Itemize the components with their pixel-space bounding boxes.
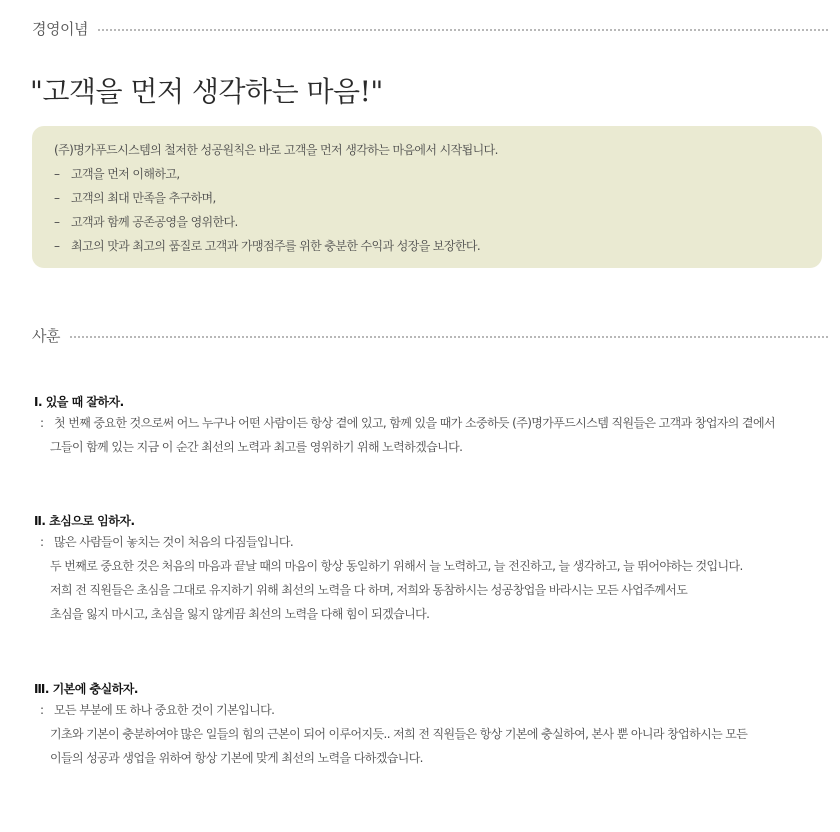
philosophy-item-text: 고객을 먼저 이해하고, [71,167,180,181]
philosophy-item-text: 고객의 최대 만족을 추구하며, [71,191,216,205]
motto-line: 초심을 잃지 마시고, 초심을 잃지 않게끔 최선의 노력을 다해 힘이 되겠습니다. [50,607,430,621]
philosophy-item [54,210,802,234]
colon-marker: : [40,703,44,717]
philosophy-item [54,186,802,210]
motto-title: Ⅲ. 기본에 충실하자. [34,682,138,696]
motto-section-header [32,325,828,346]
philosophy-box [32,126,822,268]
motto-line [34,698,824,722]
dash-bullet: – [54,167,60,181]
dash-bullet: – [54,191,60,205]
motto-line: 두 번째로 중요한 것은 처음의 마음과 끝날 때의 마음이 항상 동일하기 위해서 늘 노력하고, 늘 전진하고, 늘 생각하고, 늘 뛰어야하는 것입니다. [50,559,743,573]
motto-line [34,411,824,435]
motto-title: Ⅱ. 초심으로 임하자. [34,514,135,528]
philosophy-item [54,162,802,186]
motto-line-text: 모든 부분에 또 하나 중요한 것이 기본입니다. [54,703,275,717]
motto-line: 이들의 성공과 생업을 위하여 항상 기본에 맞게 최선의 노력을 다하겠습니다. [50,751,423,765]
colon-marker: : [40,416,44,430]
motto-block [34,393,824,459]
motto-block [34,512,824,626]
motto-line-text: 첫 번째 중요한 것으로써 어느 누구나 어떤 사람이든 항상 곁에 있고, 함께 있을 때가 소중하듯 (주)명가푸드시스템 직원들은 고객과 창업자의 곁에서 [54,416,775,430]
dash-bullet: – [54,239,60,253]
dash-bullet: – [54,215,60,229]
philosophy-item-text: 최고의 맛과 최고의 품질로 고객과 가맹점주를 위한 충분한 수익과 성장을 보장한다. [71,239,481,253]
motto-line: 저희 전 직원들은 초심을 그대로 유지하기 위해 최선의 노력을 다 하며, 저희와 동참하시는 성공창업을 바라시는 모든 사업주께서도 [50,583,688,597]
philosophy-item [54,234,802,258]
motto-block [34,680,824,770]
motto-heading: 사훈 [32,327,60,345]
philosophy-heading: 경영이념 [32,20,88,38]
motto-line [34,530,824,554]
philosophy-intro: (주)명가푸드시스템의 철저한 성공원칙은 바로 고객을 먼저 생각하는 마음에서 시작됩니다. [54,143,498,157]
philosophy-section-header [32,18,828,39]
motto-line-text: 많은 사람들이 놓치는 것이 처음의 다짐들입니다. [54,535,294,549]
philosophy-item-text: 고객과 함께 공존공영을 영위한다. [71,215,238,229]
colon-marker: : [40,535,44,549]
philosophy-slogan: "고객을 먼저 생각하는 마음!" [30,75,383,108]
dotted-divider [98,29,828,31]
motto-line: 기초와 기본이 충분하여야 많은 일들의 힘의 근본이 되어 이루어지듯.. 저희 전 직원들은 항상 기본에 충실하여, 본사 뿐 아니라 창업하시는 모든 [50,727,748,741]
dotted-divider [70,336,828,338]
motto-title: Ⅰ. 있을 때 잘하자. [34,395,124,409]
motto-line: 그들이 함께 있는 지금 이 순간 최선의 노력과 최고를 영위하기 위해 노력하겠습니다. [50,440,463,454]
